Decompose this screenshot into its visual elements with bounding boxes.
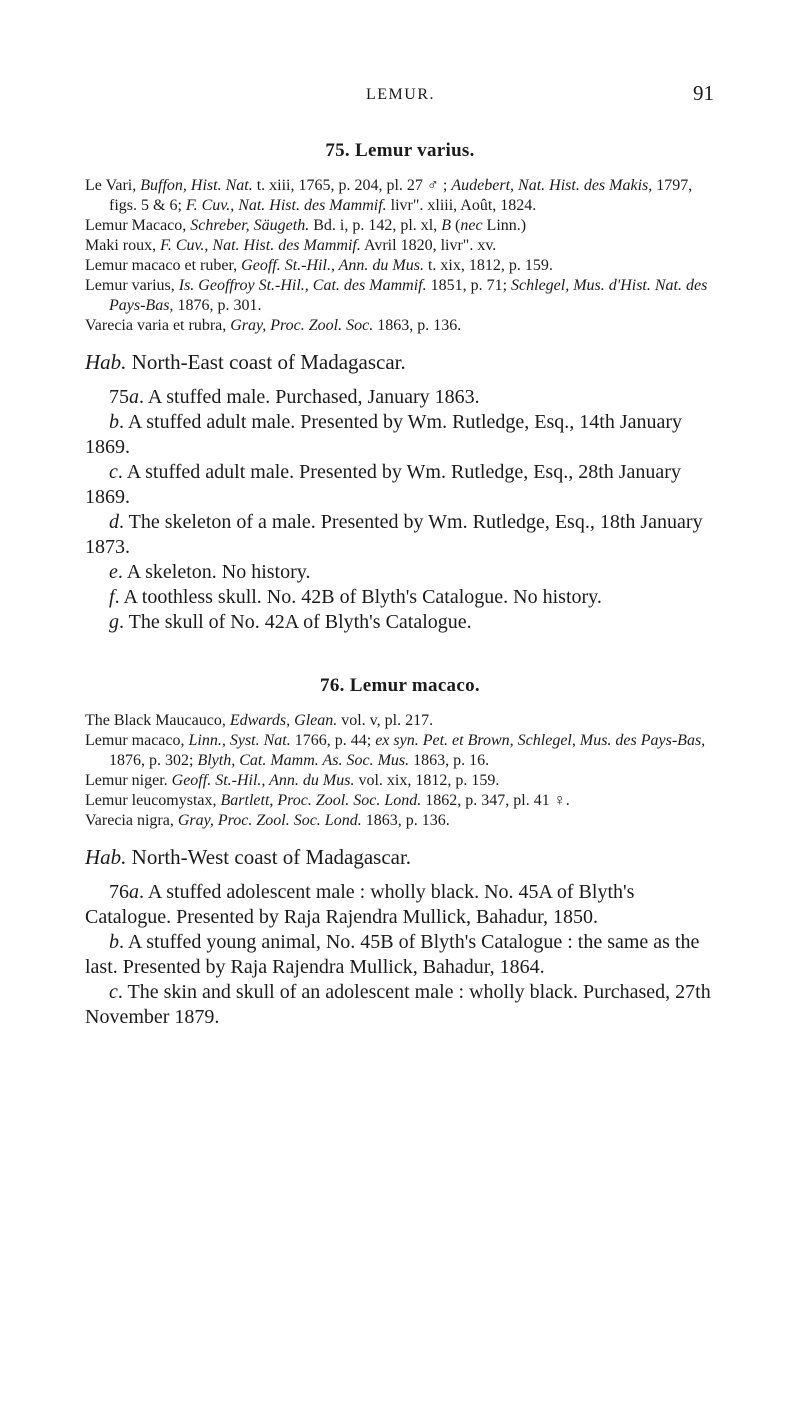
text-run: 1797, figs. 5 & 6; (109, 177, 693, 214)
habitat-text: North-East coast of Madagascar. (126, 350, 406, 374)
italic-text: Schreber, Säugeth. (190, 217, 310, 234)
text-run: Lemur macaco et ruber, (85, 257, 242, 274)
italic-text: Geoff. St.-Hil., Ann. du Mus. (241, 257, 424, 274)
synonym-entry (85, 176, 715, 216)
italic-text: ex syn. Pet. et Brown, Schlegel, Mus. des Pays-Bas, (375, 732, 706, 749)
synonymy-list (85, 711, 715, 831)
italic-text: Edwards, Glean. (229, 712, 338, 729)
italic-text: Audebert, Nat. Hist. des Makis, (451, 177, 653, 194)
specimen-entry (85, 880, 715, 930)
synonym-entry (85, 316, 715, 336)
synonym-entry (85, 771, 715, 791)
specimen-entry (85, 585, 715, 610)
text-run: . A toothless skull. No. 42B of Blyth's Catalogue. No history. (114, 586, 602, 608)
specimen-entry (85, 930, 715, 980)
text-run: Avril 1820, livr". xv. (360, 237, 497, 254)
specimen-entry (85, 510, 715, 560)
italic-text: c (109, 981, 118, 1003)
synonym-entry (85, 791, 715, 811)
specimen-entry (85, 980, 715, 1030)
text-run: . A stuffed adult male. Presented by Wm. Rutledge, Esq., 14th January 1869. (85, 411, 683, 458)
text-run: vol. xix, 1812, p. 159. (354, 772, 500, 789)
italic-text: e (109, 561, 118, 583)
synonym-entry (85, 811, 715, 831)
text-run: Lemur niger. (85, 772, 172, 789)
synonym-entry (85, 216, 715, 236)
specimen-entry (85, 410, 715, 460)
text-run: 1876, p. 301. (173, 297, 262, 314)
italic-text: Geoff. St.-Hil., Ann. du Mus. (171, 772, 355, 789)
text-run: 1766, p. 44; (290, 732, 376, 749)
text-run: Lemur macaco, (85, 732, 189, 749)
text-run: t. xix, 1812, p. 159. (423, 257, 553, 274)
italic-text: a (129, 386, 139, 408)
specimen-entry (85, 560, 715, 585)
text-run: ( (451, 217, 461, 234)
text-run: 76 (109, 881, 129, 903)
synonym-entry (85, 236, 715, 256)
text-run: . A stuffed male. Purchased, January 1863. (139, 386, 480, 408)
habitat-line (85, 845, 715, 870)
text-run: vol. v, pl. 217. (337, 712, 434, 729)
text-run: . A stuffed young animal, No. 45B of Blyth's Catalogue : the same as the last. Presented by Raja Rajendra Mullick, Bahadur, 1864. (85, 931, 700, 978)
text-run: livr". xliii, Août, 1824. (386, 197, 537, 214)
species-title: 76. Lemur macaco. (320, 675, 480, 696)
text-run: 1876, p. 302; (109, 752, 198, 769)
synonym-entry (85, 731, 715, 771)
species-section-76 (85, 675, 715, 1030)
synonym-entry (85, 276, 715, 316)
habitat-label: Hab. (85, 845, 127, 869)
italic-text: Is. Geoffroy St.-Hil., Cat. des Mammif. (178, 277, 427, 294)
italic-text: Gray, Proc. Zool. Soc. (230, 317, 374, 334)
text-run: . The skin and skull of an adolescent male : wholly black. Purchased, 27th November 1879. (85, 981, 711, 1028)
italic-text: Gray, Proc. Zool. Soc. Lond. (177, 812, 362, 829)
specimen-entry (85, 460, 715, 510)
running-head: LEMUR. (366, 86, 435, 103)
italic-text: Linn., Syst. Nat. (188, 732, 291, 749)
italic-text: b (109, 411, 119, 433)
text-run: Le Vari, (85, 177, 141, 194)
text-run: . The skeleton of a male. Presented by Wm. Rutledge, Esq., 18th January 1873. (85, 511, 703, 558)
italic-text: nec (460, 217, 483, 234)
page-content (85, 140, 715, 1030)
italic-text: B (441, 217, 452, 234)
italic-text: a (129, 881, 139, 903)
text-run: Lemur Macaco, (85, 217, 191, 234)
habitat-label: Hab. (85, 350, 127, 374)
italic-text: Schlegel, Mus. d'Hist. Nat. des Pays-Bas, (109, 277, 708, 314)
text-run: 1863, p. 136. (361, 812, 450, 829)
italic-text: F. Cuv., Nat. Hist. des Mammif. (160, 237, 361, 254)
text-run: 75 (109, 386, 129, 408)
habitat-text: North-West coast of Madagascar. (126, 845, 412, 869)
text-run: . A skeleton. No history. (117, 561, 311, 583)
italic-text: g (109, 611, 119, 633)
text-run: Varecia nigra, (85, 812, 178, 829)
text-run: Lemur leucomystax, (85, 792, 221, 809)
species-section-75 (85, 140, 715, 635)
specimen-entry (85, 610, 715, 635)
specimen-list (85, 880, 715, 1030)
synonym-entry (85, 256, 715, 276)
text-run: Maki roux, (85, 237, 161, 254)
text-run: Varecia varia et rubra, (85, 317, 231, 334)
specimen-entry (85, 385, 715, 410)
italic-text: b (109, 931, 119, 953)
text-run: 1863, p. 16. (409, 752, 490, 769)
text-run: Lemur varius, (85, 277, 179, 294)
synonymy-list (85, 176, 715, 336)
italic-text: Bartlett, Proc. Zool. Soc. Lond. (220, 792, 422, 809)
text-run: 1851, p. 71; (426, 277, 512, 294)
italic-text: Buffon, Hist. Nat. (140, 177, 253, 194)
text-run: . A stuffed adolescent male : wholly black. No. 45A of Blyth's Catalogue. Presented by Raja Rajendra Mullick, Bahadur, 1850. (85, 881, 635, 928)
habitat-line (85, 350, 715, 375)
page-number: 91 (693, 81, 714, 105)
species-title: 75. Lemur varius. (325, 140, 475, 161)
text-run: . A stuffed adult male. Presented by Wm. Rutledge, Esq., 28th January 1869. (85, 461, 681, 508)
text-run: . The skull of No. 42A of Blyth's Catalogue. (119, 611, 472, 633)
text-run: The Black Maucauco, (85, 712, 230, 729)
synonym-entry (85, 711, 715, 731)
text-run: Bd. i, p. 142, pl. xl, (309, 217, 442, 234)
specimen-list (85, 385, 715, 635)
italic-text: c (109, 461, 118, 483)
italic-text: Blyth, Cat. Mamm. As. Soc. Mus. (197, 752, 410, 769)
text-run: t. xiii, 1765, p. 204, pl. 27 ♂ ; (252, 177, 452, 194)
italic-text: f (109, 586, 115, 608)
text-run: 1862, p. 347, pl. 41 ♀. (421, 792, 570, 809)
italic-text: d (109, 511, 119, 533)
italic-text: F. Cuv., Nat. Hist. des Mammif. (185, 197, 387, 214)
text-run: Linn.) (482, 217, 527, 234)
text-run: 1863, p. 136. (373, 317, 462, 334)
